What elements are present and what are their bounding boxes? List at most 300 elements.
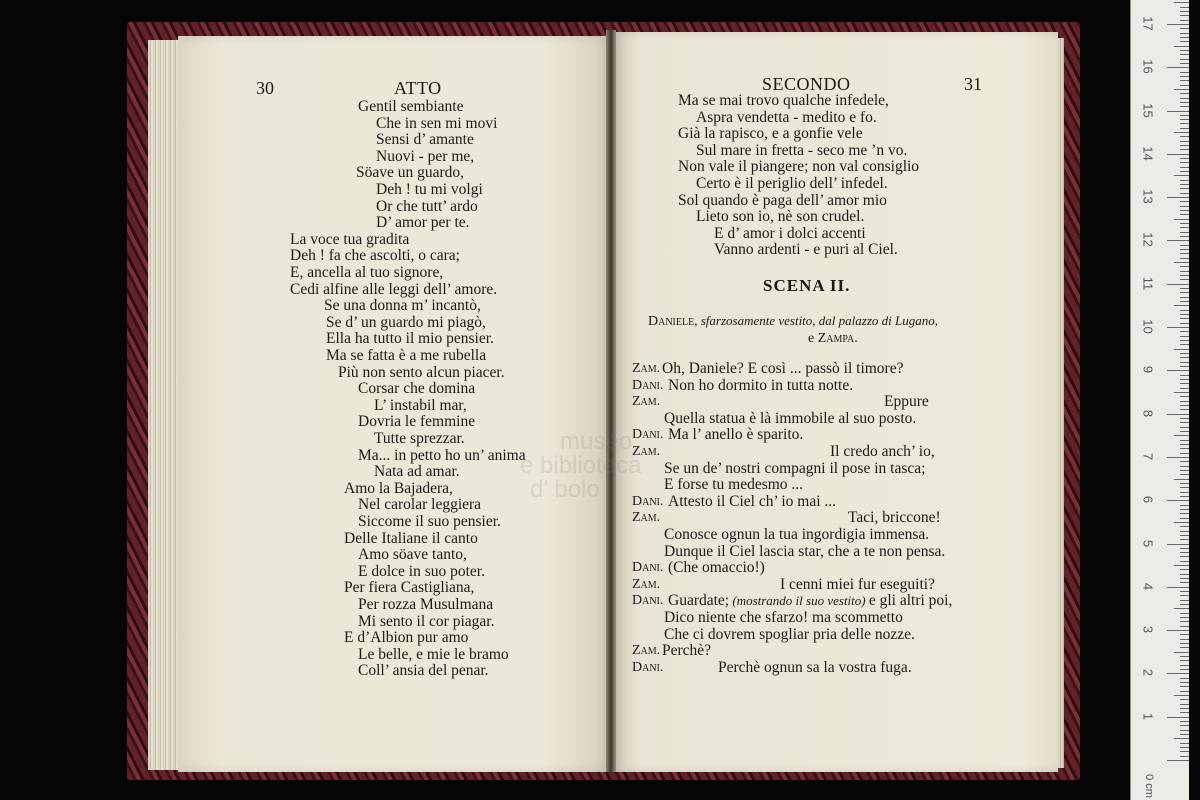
ruler-unit-label: 0 cm: [1142, 774, 1155, 798]
ruler-tick: [1180, 37, 1189, 38]
ruler-tick: [1180, 582, 1189, 583]
stage-direction-name-2: Zampa.: [817, 331, 858, 346]
page-number-left: 30: [256, 78, 274, 98]
dialogue-main-text: Ma l’ anello è sparito.: [668, 426, 804, 444]
ruler-tick: [1180, 223, 1189, 224]
dialogue-main-text: Dico niente che sfarzo! ma scommetto: [664, 609, 903, 626]
ruler-number: 6: [1140, 496, 1156, 504]
ruler-tick: [1180, 314, 1189, 315]
dialogue-text: [664, 626, 915, 643]
verse-line: Gentil sembiante: [358, 98, 464, 115]
ruler-number: 5: [1140, 539, 1156, 547]
verse-line: Per rozza Musulmana: [358, 596, 494, 613]
ruler-tick: [1180, 188, 1189, 189]
speaker-label: Zam.: [632, 510, 661, 526]
dialogue-main-text: Quella statua è là immobile al suo posto.: [664, 409, 917, 427]
dialogue-text: [668, 377, 853, 394]
ruler-tick: [1180, 375, 1189, 376]
ruler-tick: [1180, 492, 1189, 493]
dialogue-text: [668, 426, 803, 443]
ruler-tick: [1180, 206, 1189, 207]
verse-line: Ella ha tutto il mio pensier.: [326, 330, 494, 348]
ruler-tick: [1180, 548, 1189, 549]
ruler-tick: [1180, 210, 1189, 211]
speaker-label: Zam.: [632, 643, 661, 659]
ruler-tick: [1180, 427, 1189, 428]
ruler-tick: [1180, 613, 1189, 614]
ruler-tick: [1180, 123, 1189, 124]
ruler-tick: [1180, 535, 1189, 536]
ruler-tick: [1174, 435, 1189, 436]
ruler-tick: [1180, 708, 1189, 709]
dialogue-main-text: I cenni miei fur eseguiti?: [780, 575, 935, 593]
ruler-tick: [1180, 409, 1189, 410]
running-head-left: ATTO: [394, 78, 442, 98]
dialogue-main-text: E forse tu medesmo ...: [664, 476, 804, 494]
ruler-tick: [1180, 699, 1189, 700]
ruler-tick: [1180, 193, 1189, 194]
scene-title: SCENA II.: [763, 276, 851, 295]
ruler-tick: [1180, 227, 1189, 228]
ruler-number: 14: [1140, 146, 1156, 161]
ruler-tick: [1167, 154, 1189, 155]
verse-line: Che in sen mi movi: [376, 114, 498, 132]
verse-line: Cedi alfine alle leggi dell’ amore.: [290, 280, 498, 298]
verse-line: Or che tutt’ ardo: [376, 197, 478, 215]
ruler-tick: [1174, 2, 1189, 3]
ruler-tick: [1180, 136, 1189, 137]
ruler-tick: [1174, 738, 1189, 739]
ruler-tick: [1174, 392, 1189, 393]
ruler-tick: [1180, 310, 1189, 311]
ruler-tick: [1180, 171, 1189, 172]
dialogue-text: [830, 443, 935, 460]
page-number-right: 31: [964, 74, 982, 94]
ruler-tick: [1180, 621, 1189, 622]
ruler-tick: [1180, 617, 1189, 618]
ruler-tick: [1174, 89, 1189, 90]
dialogue-text: [668, 493, 836, 510]
ruler-tick: [1167, 24, 1189, 25]
ruler-number: 11: [1140, 276, 1156, 290]
ruler-tick: [1180, 656, 1189, 657]
ruler-tick: [1180, 730, 1189, 731]
ruler-tick: [1180, 288, 1189, 289]
dialogue-text: [848, 509, 941, 526]
ruler-tick: [1180, 578, 1189, 579]
ruler-tick: [1180, 704, 1189, 705]
dialogue-text: [884, 393, 929, 410]
ruler-tick: [1180, 7, 1189, 8]
ruler-tick: [1180, 422, 1189, 423]
ruler-tick: [1180, 721, 1189, 722]
ruler-tick: [1180, 639, 1189, 640]
dialogue-main-text: Perchè?: [662, 642, 712, 660]
ruler-tick: [1180, 318, 1189, 319]
ruler-tick: [1180, 340, 1189, 341]
ruler-tick: [1180, 505, 1189, 506]
ruler-tick: [1180, 444, 1189, 445]
dialogue-main-text: Se un de’ nostri compagni il pose in tasca;: [664, 459, 926, 477]
dialogue-main-text: Dunque il Ciel lascia star, che a te non pensa.: [664, 542, 946, 560]
ruler-tick: [1167, 673, 1189, 674]
dialogue-text: [668, 559, 765, 576]
ruler-tick: [1180, 72, 1189, 73]
ruler-tick: [1180, 712, 1189, 713]
ruler-tick: [1180, 531, 1189, 532]
ruler-tick: [1180, 271, 1189, 272]
ruler-tick: [1180, 149, 1189, 150]
speaker-label: Zam.: [632, 394, 661, 410]
dialogue-main-text: Conosce ognun la tua ingordigia immensa.: [664, 526, 930, 543]
ruler-tick: [1180, 466, 1189, 467]
verse-line: Ma se fatta è a me rubella: [326, 347, 487, 364]
ruler-number: 15: [1140, 102, 1156, 118]
ruler-number: 8: [1140, 409, 1156, 417]
ruler-tick: [1180, 448, 1189, 449]
ruler-tick: [1180, 453, 1189, 454]
ruler-tick: [1167, 197, 1189, 198]
ruler-tick: [1180, 396, 1189, 397]
dialogue-main-text: Perchè ognun sa la vostra fuga.: [718, 658, 912, 676]
ruler-tick: [1180, 660, 1189, 661]
verse-line: Nel carolar leggiera: [358, 496, 482, 514]
ruler-tick: [1180, 20, 1189, 21]
ruler-tick: [1180, 232, 1189, 233]
ruler-number: 7: [1140, 452, 1156, 460]
ruler-tick: [1180, 292, 1189, 293]
dialogue-main-text: Oh, Daniele? E così ... passò il timore?: [662, 360, 904, 377]
ruler-tick: [1180, 266, 1189, 267]
ruler-tick: [1180, 743, 1189, 744]
ruler-tick: [1174, 479, 1189, 480]
ruler-tick: [1167, 500, 1189, 501]
dialogue-main-text: Attesto il Ciel ch’ io mai ...: [668, 492, 837, 510]
verse-line: Ma se mai trovo qualche infedele,: [678, 92, 889, 109]
stage-direction: [648, 312, 938, 330]
ruler-tick: [1167, 457, 1189, 458]
verse-line: Vanno ardenti - e puri al Ciel.: [714, 241, 898, 259]
ruler-tick: [1180, 141, 1189, 142]
ruler-tick: [1180, 236, 1189, 237]
dialogue-text: [664, 543, 945, 560]
ruler-tick: [1180, 647, 1189, 648]
ruler-tick: [1180, 509, 1189, 510]
ruler-tick: [1180, 366, 1189, 367]
ruler-tick: [1180, 253, 1189, 254]
ruler-tick: [1180, 362, 1189, 363]
ruler-number: 10: [1140, 319, 1156, 334]
ruler-tick: [1180, 54, 1189, 55]
verse-line: E d’Albion pur amo: [344, 629, 469, 647]
ruler-tick: [1167, 370, 1189, 371]
ruler-tick: [1180, 574, 1189, 575]
dialogue-text: [662, 360, 903, 377]
dialogue-text: [664, 526, 929, 543]
ruler-tick: [1180, 669, 1189, 670]
ruler-tick: [1167, 284, 1189, 285]
dialogue-text: [718, 659, 912, 676]
dialogue-text: [780, 576, 935, 593]
speaker-label: Dani.: [632, 560, 664, 576]
ruler-tick: [1180, 388, 1189, 389]
ruler-tick: [1180, 595, 1189, 596]
right-page: [612, 32, 1058, 772]
ruler-tick: [1167, 717, 1189, 718]
ruler-tick: [1180, 357, 1189, 358]
left-page: [178, 36, 610, 772]
ruler-number: 13: [1140, 189, 1156, 204]
speaker-label: Dani.: [632, 593, 664, 609]
ruler-tick: [1180, 167, 1189, 168]
verse-line: Per fiera Castigliana,: [344, 579, 475, 597]
verse-line: Più non sento alcun piacer.: [338, 363, 505, 381]
ruler-tick: [1180, 102, 1189, 103]
verse-line: D’ amor per te.: [376, 214, 470, 232]
dialogue-main-text: Il credo anch’ io,: [830, 443, 935, 460]
ruler-tick: [1180, 258, 1189, 259]
ruler-tick: [1180, 128, 1189, 129]
ruler-tick: [1167, 630, 1189, 631]
verse-line: Nata ad amar.: [374, 463, 460, 481]
dialogue-main-text: Taci, briccone!: [848, 509, 941, 527]
ruler-tick: [1180, 682, 1189, 683]
verse-line: Deh ! fa che ascolti, o cara;: [290, 247, 460, 265]
ruler-tick: [1180, 487, 1189, 488]
verse-line: Deh ! tu mi volgi: [376, 181, 483, 198]
verse-line: Dovria le femmine: [358, 413, 476, 431]
ruler-tick: [1174, 565, 1189, 566]
ruler-tick: [1167, 587, 1189, 588]
running-head-right: SECONDO: [762, 74, 851, 94]
verse-line: Aspra vendetta - medito e fo.: [696, 108, 877, 126]
ruler-tick: [1180, 634, 1189, 635]
ruler-tick: [1180, 98, 1189, 99]
verse-line: Sol quando è paga dell’ amor mio: [678, 191, 887, 209]
ruler-tick: [1180, 600, 1189, 601]
ruler-tick: [1180, 405, 1189, 406]
stage-direction-line-2: [808, 330, 858, 347]
stage-direction-text: , sfarzosamente vestito, dal palazzo di Lugano,: [694, 313, 938, 328]
verse-line: Nuovi - per me,: [376, 147, 475, 165]
ruler-tick: [1180, 591, 1189, 592]
ruler-tick: [1180, 201, 1189, 202]
dialogue-text: [664, 410, 916, 427]
ruler-tick: [1180, 383, 1189, 384]
speaker-label: Dani.: [632, 427, 664, 443]
ruler-tick: [1180, 41, 1189, 42]
ruler-tick: [1180, 379, 1189, 380]
ruler-tick: [1180, 643, 1189, 644]
verse-line: Già la rapisco, e a gonfie vele: [678, 125, 863, 143]
book-gutter: [606, 30, 616, 772]
ruler-tick: [1180, 297, 1189, 298]
verse-line: Ma... in petto ho un’ anima: [358, 446, 526, 464]
dialogue-main-text: Eppure: [884, 393, 929, 411]
ruler-tick: [1180, 353, 1189, 354]
ruler-tick: [1180, 513, 1189, 514]
ruler-number: 2: [1140, 669, 1156, 677]
ruler-tick: [1174, 262, 1189, 263]
ruler-tick: [1180, 323, 1189, 324]
ruler-tick: [1180, 331, 1189, 332]
ruler-tick: [1174, 46, 1189, 47]
verse-line: Se d’ un guardo mi piagò,: [326, 313, 486, 331]
speaker-label: Zam.: [632, 576, 661, 592]
ruler-tick: [1180, 556, 1189, 557]
ruler-tick: [1174, 349, 1189, 350]
ruler-tick: [1180, 245, 1189, 246]
speaker-label: Zam.: [632, 361, 661, 376]
ruler-number: 1: [1140, 712, 1156, 720]
dialogue-text: [664, 609, 903, 626]
ruler-tick: [1174, 305, 1189, 306]
dialogue-main-text: (Che omaccio!): [668, 559, 765, 577]
ruler-tick: [1174, 652, 1189, 653]
verse-line: Amo la Bajadera,: [344, 479, 453, 497]
dialogue-text: [668, 592, 952, 609]
ruler-tick: [1180, 496, 1189, 497]
stage-aside: (mostrando il suo vestito): [729, 593, 869, 609]
verse-line: Sul mare in fretta - seco me ’n vo.: [696, 141, 908, 159]
ruler-tick: [1180, 401, 1189, 402]
ruler-number: 17: [1140, 16, 1156, 31]
measurement-ruler: [1130, 0, 1189, 800]
ruler-tick: [1180, 734, 1189, 735]
dialogue-main-text: Guardate;: [668, 592, 730, 610]
ruler-tick: [1180, 483, 1189, 484]
verse-line: E d’ amor i dolci accenti: [714, 224, 866, 242]
dialogue-main-text: Che ci dovrem spogliar pria delle nozze.: [664, 625, 915, 643]
ruler-tick: [1174, 219, 1189, 220]
verse-line: Non vale il piangere; non val consiglio: [678, 158, 920, 176]
speaker-label: Dani.: [632, 493, 664, 509]
verse-line: Söave un guardo,: [356, 164, 465, 182]
ruler-tick: [1180, 214, 1189, 215]
ruler-tick: [1180, 63, 1189, 64]
verse-line: Delle Italiane il canto: [344, 529, 478, 547]
ruler-tick: [1180, 76, 1189, 77]
ruler-tick: [1180, 93, 1189, 94]
ruler-tick: [1180, 85, 1189, 86]
verse-line: Siccome il suo pensier.: [358, 513, 501, 530]
ruler-tick: [1180, 470, 1189, 471]
verse-line: Tutte sprezzar.: [374, 430, 465, 447]
ruler-tick: [1180, 106, 1189, 107]
ruler-tick: [1180, 162, 1189, 163]
ruler-tick: [1174, 522, 1189, 523]
speaker-label: Dani.: [632, 659, 664, 675]
ruler-tick: [1180, 691, 1189, 692]
ruler-tick: [1174, 175, 1189, 176]
ruler-tick: [1167, 327, 1189, 328]
ruler-number: 16: [1140, 59, 1156, 74]
verse-line: E dolce in suo poter.: [358, 562, 485, 580]
verse-line: Se una donna m’ incantò,: [324, 297, 481, 315]
ruler-tick: [1180, 747, 1189, 748]
dialogue-text: [664, 476, 803, 493]
ruler-tick: [1180, 526, 1189, 527]
ruler-tick: [1180, 518, 1189, 519]
verse-line: Le belle, e mie le bramo: [358, 645, 509, 663]
verse-line: Corsar che domina: [358, 380, 476, 398]
ruler-tick: [1180, 344, 1189, 345]
ruler-number: 4: [1140, 582, 1156, 590]
stage-direction-name-1: Daniele: [648, 314, 695, 329]
ruler-tick: [1180, 59, 1189, 60]
ruler-tick: [1180, 561, 1189, 562]
ruler-tick: [1180, 50, 1189, 51]
ruler-tick: [1180, 604, 1189, 605]
ruler-tick: [1174, 608, 1189, 609]
ruler-tick: [1180, 249, 1189, 250]
verse-line: Mi sento il cor piagar.: [358, 612, 495, 630]
verse-line: L’ instabil mar,: [374, 396, 467, 414]
speaker-label: Dani.: [632, 377, 664, 393]
ruler-number: 3: [1140, 625, 1156, 634]
stage-direction-prefix: e: [808, 331, 815, 346]
speaker-label: Zam.: [632, 444, 661, 459]
ruler-tick: [1174, 695, 1189, 696]
verse-line: Sensi d’ amante: [376, 131, 474, 149]
ruler-tick: [1180, 28, 1189, 29]
ruler-tick: [1180, 33, 1189, 34]
ruler-tick: [1180, 145, 1189, 146]
dialogue-continuation: e gli altri poi,: [868, 592, 953, 610]
ruler-tick: [1167, 240, 1189, 241]
dialogue-text: [664, 460, 925, 477]
ruler-tick: [1180, 665, 1189, 666]
ruler-tick: [1180, 552, 1189, 553]
ruler-number: 9: [1140, 366, 1156, 374]
ruler-tick: [1180, 461, 1189, 462]
ruler-tick: [1180, 756, 1189, 757]
ruler-tick: [1167, 760, 1189, 761]
ruler-tick: [1180, 539, 1189, 540]
ruler-tick: [1180, 569, 1189, 570]
ruler-number: 12: [1140, 232, 1156, 248]
dialogue-text: [662, 642, 711, 659]
ruler-tick: [1180, 751, 1189, 752]
ruler-tick: [1174, 132, 1189, 133]
verse-line: Certo è il periglio dell’ infedel.: [696, 175, 888, 192]
ruler-tick: [1180, 440, 1189, 441]
ruler-tick: [1180, 15, 1189, 16]
verse-line: Coll’ ansia del penar.: [358, 662, 489, 680]
ruler-tick: [1180, 11, 1189, 12]
ruler-tick: [1180, 431, 1189, 432]
verse-line: E, ancella al tuo signore,: [290, 264, 444, 281]
ruler-tick: [1180, 474, 1189, 475]
ruler-tick: [1180, 336, 1189, 337]
ruler-tick: [1167, 67, 1189, 68]
ruler-tick: [1180, 115, 1189, 116]
ruler-tick: [1180, 119, 1189, 120]
verse-line: Lieto son io, nè son crudel.: [696, 208, 865, 226]
ruler-tick: [1180, 184, 1189, 185]
ruler-tick: [1180, 158, 1189, 159]
ruler-tick: [1167, 414, 1189, 415]
ruler-tick: [1180, 279, 1189, 280]
verse-line: Amo söave tanto,: [358, 546, 467, 564]
dialogue-main-text: Non ho dormito in tutta notte.: [668, 376, 854, 394]
ruler-tick: [1167, 544, 1189, 545]
ruler-tick: [1180, 418, 1189, 419]
ruler-tick: [1180, 80, 1189, 81]
ruler-tick: [1180, 180, 1189, 181]
verse-line: La voce tua gradita: [290, 230, 410, 248]
ruler-tick: [1180, 725, 1189, 726]
